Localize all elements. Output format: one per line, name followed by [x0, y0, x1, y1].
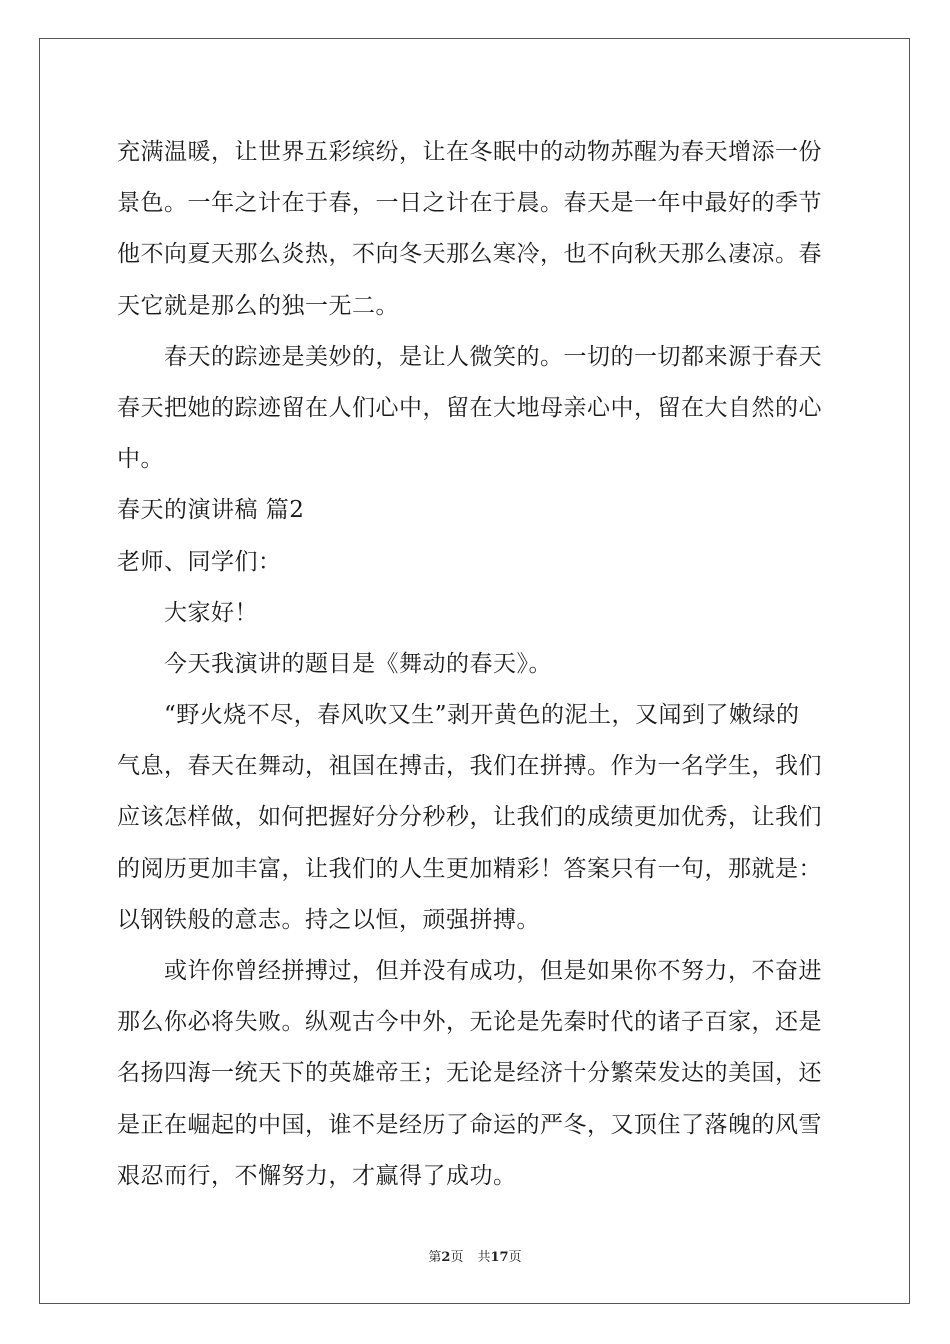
text-line: 天它就是那么的独一无二。 [117, 292, 399, 319]
text-line: 艰忍而行，不懈努力，才赢得了成功。 [117, 1162, 517, 1189]
text-line: “野火烧不尽，春风吹又生”剥开黄色的泥土，又闻到了嫩绿的 [164, 702, 800, 729]
text-line: 名扬四海一统天下的英雄帝王；无论是经济十分繁荣发达的美国，还 [117, 1060, 822, 1087]
footer-page-unit: 页 [450, 1250, 464, 1265]
footer-page-prefix: 第 [428, 1250, 442, 1265]
text-line: 应该怎样做，如何把握好分分秒秒，让我们的成绩更加优秀，让我们 [117, 804, 822, 831]
footer-total-unit: 页 [508, 1250, 522, 1265]
text-line: 的阅历更加丰富，让我们的人生更加精彩！答案只有一句，那就是： [117, 855, 822, 882]
text-line: 中。 [117, 446, 164, 473]
text-line: 今天我演讲的题目是《舞动的春天》。 [164, 650, 552, 677]
text-line: 是正在崛起的中国，谁不是经历了命运的严冬，又顶住了落魄的风雪 [117, 1111, 822, 1138]
text-line: 大家好！ [164, 599, 258, 626]
footer-page-total: 17 [490, 1250, 509, 1265]
text-line: 春天把她的踪迹留在人们心中，留在大地母亲心中，留在大自然的心 [117, 394, 822, 421]
text-line: 春天的演讲稿 篇2 [117, 497, 305, 524]
text-line: 或许你曾经拼搏过，但并没有成功，但是如果你不努力，不奋进 [164, 958, 822, 984]
text-line: 老师、同学们： [117, 548, 282, 575]
text-line: 那么你必将失败。纵观古今中外，无论是先秦时代的诸子百家，还是 [117, 1009, 822, 1036]
text-line: 他不向夏天那么炎热，不向冬天那么寒冷，也不向秋天那么凄凉。春 [117, 241, 822, 268]
footer-total-prefix: 共 [477, 1250, 491, 1265]
text-line: 春天的踪迹是美妙的，是让人微笑的。一切的一切都来源于春天 [164, 343, 822, 370]
text-line: 景色。一年之计在于春，一日之计在于晨。春天是一年中最好的季节 [117, 190, 822, 217]
document-body [117, 127, 837, 1202]
page-footer [0, 1246, 950, 1265]
footer-page-current: 2 [441, 1250, 451, 1265]
text-line: 气息，春天在舞动，祖国在搏击，我们在拼搏。作为一名学生，我们 [117, 753, 822, 780]
text-line: 充满温暖，让世界五彩缤纷，让在冬眠中的动物苏醒为春天增添一份 [117, 139, 822, 165]
text-line: 以钢铁般的意志。持之以恒，顽强拼搏。 [117, 906, 540, 933]
